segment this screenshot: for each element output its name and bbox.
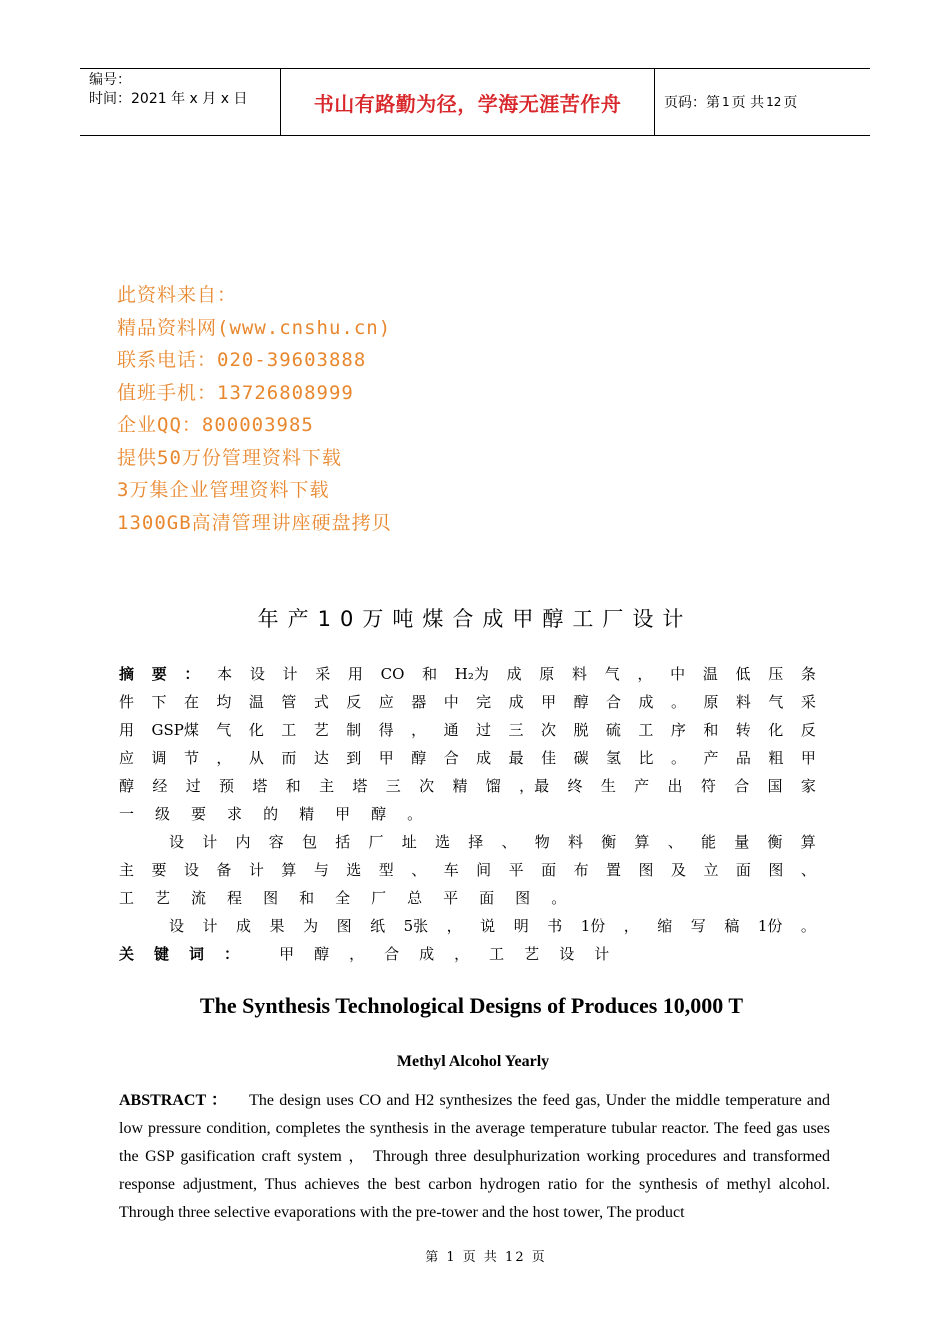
page-header-table: [80, 68, 870, 136]
abstract-char: 1份: [580, 917, 606, 935]
abstract-char: 低: [735, 665, 751, 683]
abstract-char: 算: [800, 833, 816, 851]
abstract-char: 型: [378, 861, 394, 879]
abstract-char: ，: [411, 721, 427, 739]
abstract-char: 能: [701, 833, 717, 851]
abstract-char: 主: [119, 861, 135, 879]
abstract-char: 5张: [403, 917, 429, 935]
keyword-char: 关: [119, 945, 135, 963]
promo-line: 精品资料网(www.cnshu.cn): [117, 316, 392, 339]
abstract-line: [119, 744, 816, 772]
abstract-char: 图: [768, 861, 784, 879]
abstract-char: 转: [735, 721, 751, 739]
document-number-label: 编号：: [89, 72, 131, 88]
abstract-char: 厂: [368, 833, 384, 851]
abstract-line: [119, 688, 816, 716]
abstract-char: 车: [443, 861, 459, 879]
abstract-char: 通: [443, 721, 459, 739]
keywords-line: [119, 940, 816, 968]
abstract-char: 温: [702, 665, 718, 683]
abstract-char: 制: [346, 721, 362, 739]
abstract-char: 设: [249, 665, 265, 683]
abstract-char: 立: [703, 861, 719, 879]
abstract-line: [119, 884, 816, 912]
abstract-char: 合: [734, 777, 750, 795]
header-meta-cell: [80, 69, 281, 135]
abstract-char: 合: [606, 693, 622, 711]
abstract-char: 程: [227, 889, 243, 907]
abstract-char: 次: [419, 777, 435, 795]
abstract-char: 算: [634, 833, 650, 851]
abstract-char: 脱: [573, 721, 589, 739]
abstract-char: 求: [227, 805, 243, 823]
abstract-char: 为: [303, 917, 319, 935]
abstract-char: 生: [600, 777, 616, 795]
abstract-char: 稿: [724, 917, 740, 935]
abstract-char: 采: [800, 693, 816, 711]
abstract-char: 成: [236, 917, 252, 935]
abstract-char: 式: [313, 693, 329, 711]
abstract-char: ，: [446, 917, 462, 935]
abstract-char: 要: [151, 861, 167, 879]
abstract-char: 成: [476, 749, 492, 767]
keyword-char: ，: [454, 945, 470, 963]
abstract-char: 节: [183, 749, 199, 767]
abstract-char: 成: [638, 693, 654, 711]
keyword-char: 计: [594, 945, 610, 963]
abstract-char: 、: [501, 833, 517, 851]
keyword-char: 设: [559, 945, 575, 963]
english-title: The Synthesis Technological Designs of Produces 10,000 T: [199, 993, 744, 1018]
abstract-char: 工: [281, 721, 297, 739]
abstract-char: 碳: [573, 749, 589, 767]
abstract-char: 料: [568, 833, 584, 851]
abstract-char: 气: [216, 721, 232, 739]
abstract-char: 塔: [352, 777, 368, 795]
abstract-char: 件: [119, 693, 135, 711]
abstract-char: 达: [313, 749, 329, 767]
abstract-char: 佳: [541, 749, 557, 767]
abstract-char: 设: [183, 861, 199, 879]
abstract-char: 择: [468, 833, 484, 851]
abstract-char: 产: [634, 777, 650, 795]
abstract-char: 要: [191, 805, 207, 823]
abstract-char: 间: [476, 861, 492, 879]
abstract-text: The design uses CO and H2 synthesizes the feed gas, Under the middle temperature and low pressure condition, completes the synthesis in the average temperature tubular reactor. The feed gas uses the GSP gasification craft system ， Through three desulphurization working procedures and transformed response adjustment, Thus achieves the best carbon hydrogen ratio for the synthesis of methyl alcohol. Through three selective evaporations with the pre-tower and the host tower, The product: [119, 1092, 830, 1221]
header-page-current: 1: [722, 95, 730, 109]
abstract-char: 化: [768, 721, 784, 739]
abstract-char: 过: [476, 721, 492, 739]
abstract-char: 量: [734, 833, 750, 851]
abstract-char: 。: [670, 749, 686, 767]
keyword-char: ，: [349, 945, 365, 963]
abstract-char: 的: [263, 805, 279, 823]
abstract-char: 工: [638, 721, 654, 739]
abstract-char: 下: [151, 693, 167, 711]
abstract-char: 工: [119, 889, 135, 907]
abstract-char: 级: [155, 805, 171, 823]
chinese-abstract: [119, 660, 816, 968]
abstract-char: 写: [690, 917, 706, 935]
abstract-char: 图: [515, 889, 531, 907]
abstract-char: 计: [248, 861, 264, 879]
abstract-char: 、: [800, 861, 816, 879]
abstract-char: 面: [541, 861, 557, 879]
abstract-char: 均: [216, 693, 232, 711]
abstract-char: 醇: [573, 693, 589, 711]
abstract-char: ，: [216, 749, 232, 767]
abstract-char: 摘: [119, 665, 135, 683]
abstract-char: 完: [476, 693, 492, 711]
abstract-char: 采: [315, 665, 331, 683]
abstract-char: 家: [800, 777, 816, 795]
keyword-char: 甲: [279, 945, 295, 963]
abstract-char: 纸: [370, 917, 386, 935]
abstract-char: 原: [703, 693, 719, 711]
abstract-char: 和: [285, 777, 301, 795]
abstract-char: 过: [185, 777, 201, 795]
abstract-char: 温: [248, 693, 264, 711]
abstract-label: ABSTRACT ：: [119, 1092, 229, 1109]
abstract-line: [119, 772, 816, 800]
abstract-char: 。: [670, 693, 686, 711]
abstract-char: 条: [800, 665, 816, 683]
keyword-char: 词: [189, 945, 205, 963]
abstract-char: 艺: [313, 721, 329, 739]
abstract-char: 得: [378, 721, 394, 739]
keyword-char: 成: [419, 945, 435, 963]
abstract-char: 应: [378, 693, 394, 711]
abstract-char: 内: [235, 833, 251, 851]
abstract-char: 本: [217, 665, 233, 683]
abstract-char: 明: [513, 917, 529, 935]
abstract-char: 硫: [605, 721, 621, 739]
abstract-char: H₂为: [454, 665, 489, 683]
abstract-char: 国: [767, 777, 783, 795]
abstract-char: 容: [268, 833, 284, 851]
abstract-char: 书: [547, 917, 563, 935]
keyword-char: 艺: [524, 945, 540, 963]
abstract-char: 中: [443, 693, 459, 711]
abstract-char: GSP煤: [151, 721, 199, 739]
keywords: [279, 940, 629, 968]
abstract-char: 艺: [155, 889, 171, 907]
abstract-char: 一: [119, 805, 135, 823]
abstract-char: 气: [604, 665, 620, 683]
abstract-char: 及: [670, 861, 686, 879]
header-page-total: 12: [766, 95, 782, 109]
abstract-char: 成: [508, 693, 524, 711]
promo-line: 企业QQ：800003985: [117, 414, 314, 436]
english-abstract: [119, 1087, 830, 1227]
abstract-char: 总: [407, 889, 423, 907]
abstract-char: 和: [422, 665, 438, 683]
abstract-char: 备: [216, 861, 232, 879]
abstract-char: 与: [313, 861, 329, 879]
keyword-char: ：: [224, 945, 240, 963]
abstract-char: 平: [443, 889, 459, 907]
promo-line: 3万集企业管理资料下载: [117, 479, 330, 501]
abstract-char: 醇: [411, 749, 427, 767]
abstract-char: 三: [385, 777, 401, 795]
abstract-char: 主: [319, 777, 335, 795]
abstract-char: 管: [281, 693, 297, 711]
abstract-char: 。: [407, 805, 423, 823]
abstract-char: 醇: [371, 805, 387, 823]
abstract-char: 选: [346, 861, 362, 879]
abstract-line: [119, 800, 816, 828]
page-footer: 第 1 页 共 12 页: [425, 1250, 547, 1265]
keyword-char: 合: [384, 945, 400, 963]
abstract-char: 序: [670, 721, 686, 739]
abstract-char: 符: [700, 777, 716, 795]
abstract-char: 甲: [335, 805, 351, 823]
abstract-char: 图: [263, 889, 279, 907]
abstract-char: 三: [508, 721, 524, 739]
abstract-char: 甲: [378, 749, 394, 767]
abstract-char: 用: [119, 721, 135, 739]
abstract-char: 反: [346, 693, 362, 711]
keyword-char: 醇: [314, 945, 330, 963]
abstract-char: 衡: [767, 833, 783, 851]
abstract-char: 醇: [119, 777, 135, 795]
abstract-char: 经: [152, 777, 168, 795]
abstract-line: [119, 828, 816, 856]
abstract-char: 原: [539, 665, 555, 683]
abstract-char: 用: [347, 665, 363, 683]
abstract-char: 终: [567, 777, 583, 795]
abstract-char: 包: [302, 833, 318, 851]
abstract-char: 设: [169, 833, 185, 851]
abstract-char: 成: [506, 665, 522, 683]
chinese-title: 年产10万吨煤合成甲醇工厂设计: [257, 607, 693, 631]
keywords-label: [119, 940, 259, 968]
promo-line: 联系电话：020-39603888: [117, 349, 367, 371]
abstract-char: 料: [735, 693, 751, 711]
abstract-char: 到: [346, 749, 362, 767]
abstract-char: 品: [735, 749, 751, 767]
abstract-char: 最: [508, 749, 524, 767]
promo-line: 提供50万份管理资料下载: [117, 446, 342, 469]
header-motto: 书山有路勤为径，学海无涯苦作舟: [281, 69, 655, 135]
abstract-char: 产: [703, 749, 719, 767]
abstract-char: 料: [572, 665, 588, 683]
abstract-char: 缩: [657, 917, 673, 935]
abstract-char: 果: [269, 917, 285, 935]
abstract-line: [119, 912, 816, 940]
abstract-line: [119, 856, 816, 884]
abstract-char: 反: [800, 721, 816, 739]
abstract-char: 布: [573, 861, 589, 879]
abstract-char: 精: [299, 805, 315, 823]
abstract-line: [119, 716, 816, 744]
abstract-char: 和: [299, 889, 315, 907]
promo-line: 此资料来自：: [117, 284, 238, 306]
abstract-char: 厂: [371, 889, 387, 907]
abstract-char: 选: [435, 833, 451, 851]
abstract-char: 中: [670, 665, 686, 683]
abstract-char: 甲: [800, 749, 816, 767]
abstract-char: 括: [335, 833, 351, 851]
promo-line: 1300GB高清管理讲座硬盘拷贝: [117, 511, 392, 534]
header-page-number: 页码：第 1 页 共 12 页: [664, 95, 798, 111]
abstract-char: 出: [667, 777, 683, 795]
abstract-char: 。: [800, 917, 816, 935]
abstract-char: 面: [735, 861, 751, 879]
english-subtitle: Methyl Alcohol Yearly: [396, 1053, 550, 1070]
abstract-char: 址: [401, 833, 417, 851]
abstract-char: 算: [281, 861, 297, 879]
abstract-char: 精: [452, 777, 468, 795]
abstract-char: 气: [768, 693, 784, 711]
abstract-char: 流: [191, 889, 207, 907]
abstract-char: 调: [151, 749, 167, 767]
abstract-char: ，: [637, 665, 653, 683]
abstract-char: 氢: [606, 749, 622, 767]
abstract-char: 比: [638, 749, 654, 767]
abstract-char: 塔: [252, 777, 268, 795]
abstract-line: [119, 660, 816, 688]
abstract-char: 平: [508, 861, 524, 879]
abstract-char: 馏: [485, 777, 501, 795]
abstract-char: 设: [169, 917, 185, 935]
abstract-char: 甲: [541, 693, 557, 711]
abstract-char: 计: [282, 665, 298, 683]
abstract-char: 化: [248, 721, 264, 739]
abstract-char: 预: [219, 777, 235, 795]
abstract-char: 粗: [768, 749, 784, 767]
abstract-char: 应: [119, 749, 135, 767]
abstract-char: 物: [534, 833, 550, 851]
abstract-char: 计: [202, 917, 218, 935]
abstract-char: 全: [335, 889, 351, 907]
abstract-char: 、: [667, 833, 683, 851]
abstract-char: 、: [411, 861, 427, 879]
abstract-char: 说: [480, 917, 496, 935]
abstract-char: 要: [151, 665, 167, 683]
abstract-char: ，: [623, 917, 639, 935]
abstract-char: 次: [540, 721, 556, 739]
abstract-char: 图: [336, 917, 352, 935]
abstract-char: 在: [183, 693, 199, 711]
abstract-char: ，最: [519, 777, 550, 795]
abstract-char: 。: [551, 889, 567, 907]
keyword-char: 键: [154, 945, 170, 963]
abstract-char: 衡: [601, 833, 617, 851]
abstract-char: ：: [184, 665, 200, 683]
abstract-char: 而: [281, 749, 297, 767]
abstract-char: 图: [638, 861, 654, 879]
abstract-char: 从: [248, 749, 264, 767]
source-promo-block: [117, 279, 392, 539]
keyword-char: 工: [489, 945, 505, 963]
abstract-char: 置: [606, 861, 622, 879]
abstract-char: 面: [479, 889, 495, 907]
abstract-char: 1份: [757, 917, 783, 935]
abstract-char: CO: [380, 665, 405, 683]
document-date: 时间：2021 年 x 月 x 日: [89, 91, 248, 107]
promo-line: 值班手机：13726808999: [117, 381, 354, 404]
abstract-char: 计: [202, 833, 218, 851]
abstract-char: 和: [703, 721, 719, 739]
abstract-char: 器: [411, 693, 427, 711]
abstract-char: 合: [443, 749, 459, 767]
abstract-char: 压: [768, 665, 784, 683]
